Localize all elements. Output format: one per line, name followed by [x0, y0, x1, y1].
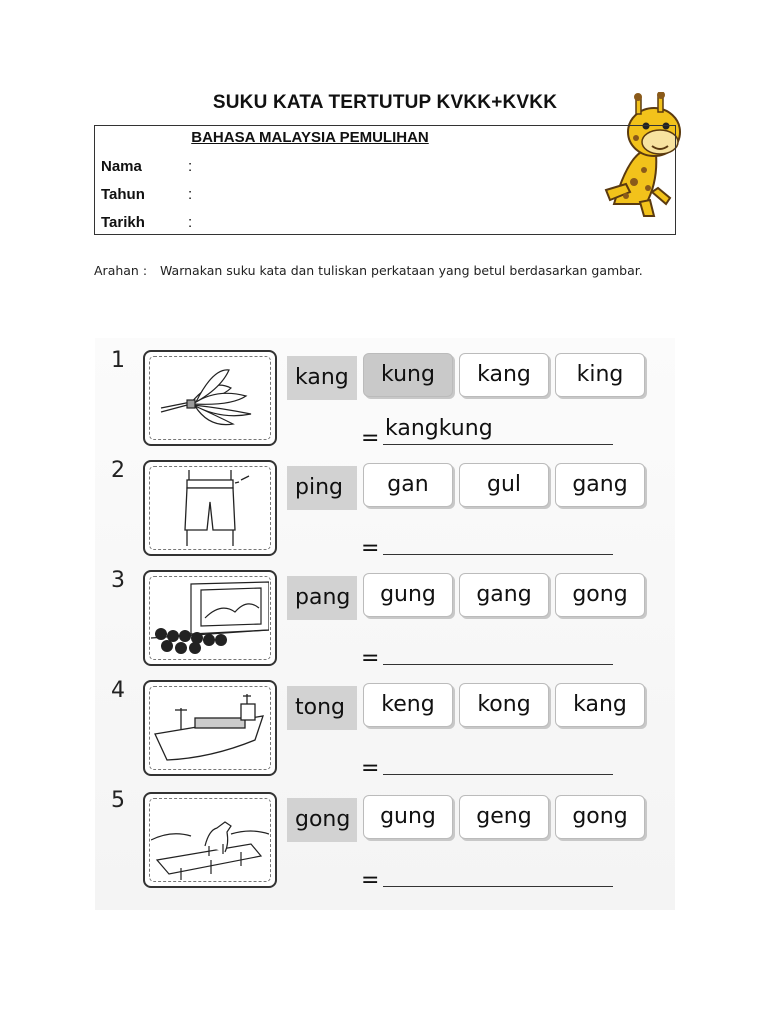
question-number: 2: [111, 458, 125, 483]
equals-sign: =: [361, 426, 380, 451]
name-colon: :: [188, 158, 193, 175]
given-syllable: ping: [287, 466, 357, 510]
cargo-ship-icon: [151, 688, 269, 768]
syllable-option[interactable]: gan: [363, 463, 453, 507]
question-number: 1: [111, 348, 125, 373]
equals-sign: =: [361, 646, 380, 671]
answer-line[interactable]: [383, 774, 613, 775]
kangkung-bunch-icon: [151, 358, 269, 438]
syllable-option[interactable]: gung: [363, 795, 453, 839]
question-picture: [143, 680, 277, 776]
given-syllable: kang: [287, 356, 357, 400]
syllable-option[interactable]: gang: [555, 463, 645, 507]
year-field[interactable]: [101, 186, 193, 203]
student-info-box: [94, 125, 676, 235]
syllable-option[interactable]: kang: [459, 353, 549, 397]
equals-sign: =: [361, 868, 380, 893]
instruction-text: Warnakan suku kata dan tuliskan perkataan yang betul berdasarkan gambar.: [160, 263, 643, 278]
question-picture: [143, 792, 277, 888]
syllable-option[interactable]: geng: [459, 795, 549, 839]
answer-text[interactable]: kangkung: [385, 416, 493, 441]
given-syllable: pang: [287, 576, 357, 620]
answer-line[interactable]: [383, 444, 613, 445]
answer-line[interactable]: [383, 664, 613, 665]
syllable-option[interactable]: kang: [555, 683, 645, 727]
worksheet-title: SUKU KATA TERTUTUP KVKK+KVKK: [212, 92, 558, 113]
instruction-label: Arahan :: [94, 263, 148, 278]
syllable-option[interactable]: gul: [459, 463, 549, 507]
question-number: 5: [111, 788, 125, 813]
syllable-option[interactable]: keng: [363, 683, 453, 727]
date-label: Tarikh: [101, 214, 145, 231]
answer-line[interactable]: [383, 886, 613, 887]
equals-sign: =: [361, 756, 380, 781]
date-colon: :: [188, 214, 193, 231]
exercise-area: [95, 338, 675, 910]
syllable-option[interactable]: king: [555, 353, 645, 397]
name-field[interactable]: [101, 158, 193, 175]
shorts-waist-icon: [151, 468, 269, 548]
question-picture: [143, 570, 277, 666]
year-label: Tahun: [101, 186, 145, 203]
syllable-option[interactable]: gung: [363, 573, 453, 617]
syllable-option[interactable]: kong: [459, 683, 549, 727]
dog-jetty-icon: [151, 800, 269, 880]
year-colon: :: [188, 186, 193, 203]
syllable-option[interactable]: gong: [555, 795, 645, 839]
equals-sign: =: [361, 536, 380, 561]
syllable-option[interactable]: kung: [363, 353, 453, 397]
crowd-window-icon: [151, 578, 269, 658]
name-label: Nama: [101, 158, 142, 175]
question-picture: [143, 460, 277, 556]
question-number: 4: [111, 678, 125, 703]
question-number: 3: [111, 568, 125, 593]
given-syllable: tong: [287, 686, 357, 730]
given-syllable: gong: [287, 798, 357, 842]
date-field[interactable]: [101, 214, 193, 231]
question-picture: [143, 350, 277, 446]
subject-subtitle: BAHASA MALAYSIA PEMULIHAN: [191, 129, 429, 146]
answer-line[interactable]: [383, 554, 613, 555]
syllable-option[interactable]: gang: [459, 573, 549, 617]
syllable-option[interactable]: gong: [555, 573, 645, 617]
